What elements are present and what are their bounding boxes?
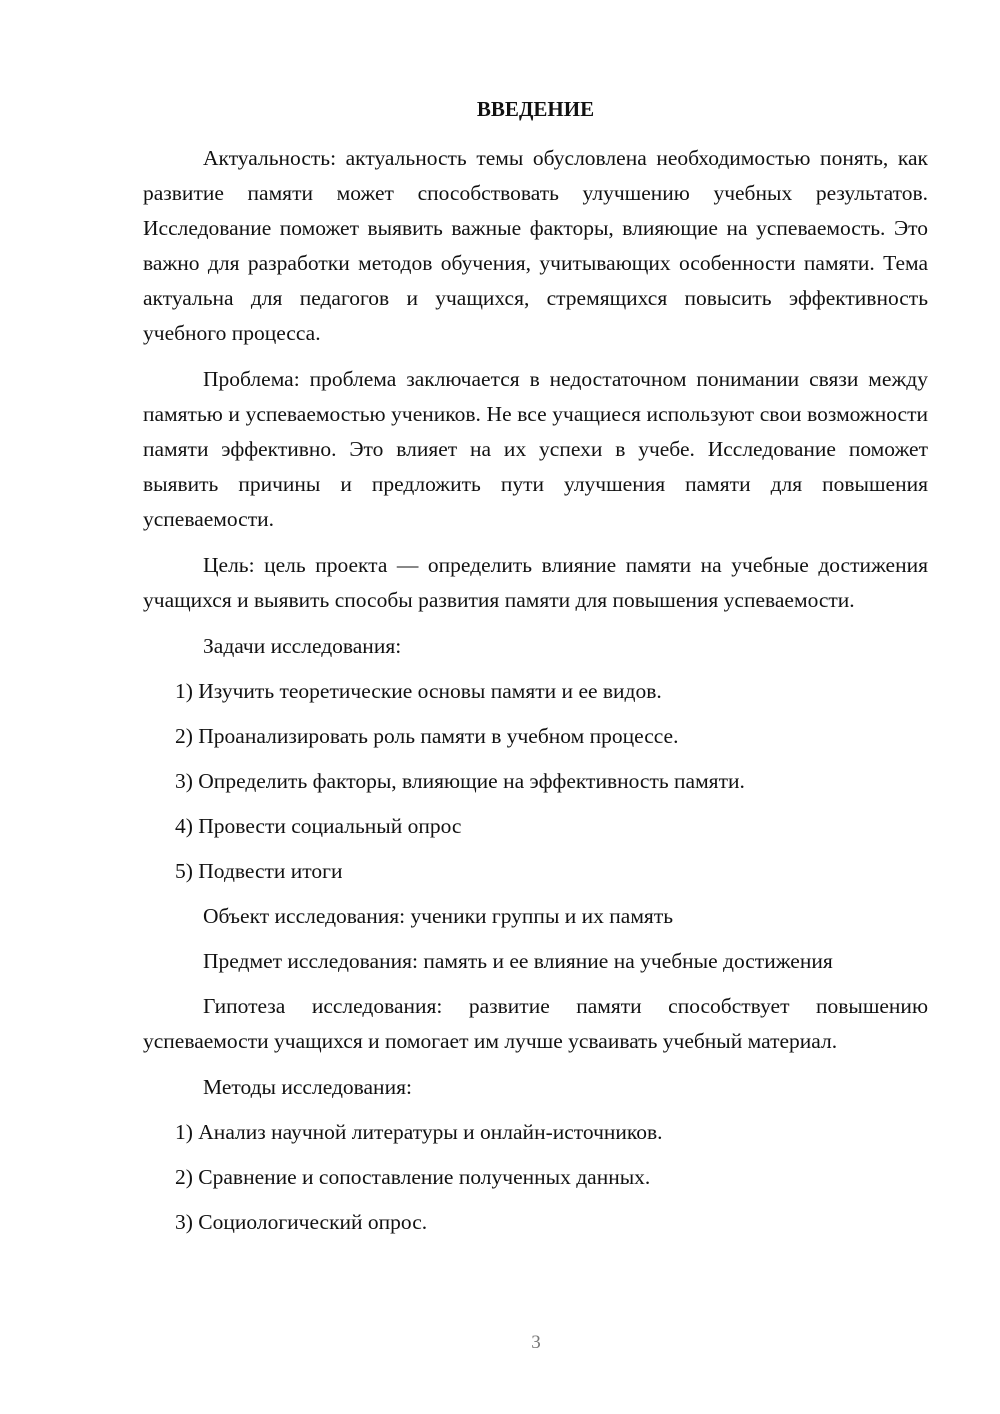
tasks-list: [143, 674, 928, 889]
list-item: 5) Подвести итоги: [175, 859, 343, 883]
list-item: 3) Определить факторы, влияющие на эффективность памяти.: [175, 769, 745, 793]
list-item: 4) Провести социальный опрос: [175, 814, 462, 838]
hypothesis-paragraph: Гипотеза исследования: развитие памяти способствует повышению успеваемости учащихся и помогает им лучше усваивать учебный материал.: [143, 994, 928, 1053]
tasks-heading: Задачи исследования:: [203, 634, 402, 658]
methods-heading: Методы исследования:: [203, 1075, 412, 1099]
list-item: 2) Сравнение и сопоставление полученных данных.: [175, 1165, 651, 1189]
methods-list: [143, 1115, 928, 1240]
subject-line: Предмет исследования: память и ее влияние на учебные достижения: [203, 949, 833, 973]
relevance-paragraph: Актуальность: актуальность темы обусловлена необходимостью понять, как развитие памяти может способствовать улучшению учебных результатов. Исследование поможет выявить важные факторы, влияющие на успеваемость. Это важно для разработки методов обучения, учитывающих особенности памяти. Тема актуальна для педагогов и учащихся, стремящихся повысить эффективность учебного процесса.: [143, 146, 928, 345]
list-item: 1) Изучить теоретические основы памяти и ее видов.: [175, 679, 662, 703]
problem-paragraph: Проблема: проблема заключается в недостаточном понимании связи между памятью и успеваемостью учеников. Не все учащиеся используют свои возможности памяти эффективно. Это влияет на их успехи в учебе. Исследование поможет выявить причины и предложить пути улучшения памяти для повышения успеваемости.: [143, 367, 928, 531]
goal-paragraph: Цель: цель проекта — определить влияние памяти на учебные достижения учащихся и выявить способы развития памяти для повышения успеваемости.: [143, 553, 928, 612]
page-content: [143, 92, 928, 1250]
list-item: 1) Анализ научной литературы и онлайн-источников.: [175, 1120, 663, 1144]
list-item: 2) Проанализировать роль памяти в учебном процессе.: [175, 724, 679, 748]
page-number: 3: [531, 1332, 541, 1353]
list-item: 3) Социологический опрос.: [175, 1210, 428, 1234]
section-title: ВВЕДЕНИЕ: [476, 97, 595, 121]
object-line: Объект исследования: ученики группы и их память: [203, 904, 674, 928]
